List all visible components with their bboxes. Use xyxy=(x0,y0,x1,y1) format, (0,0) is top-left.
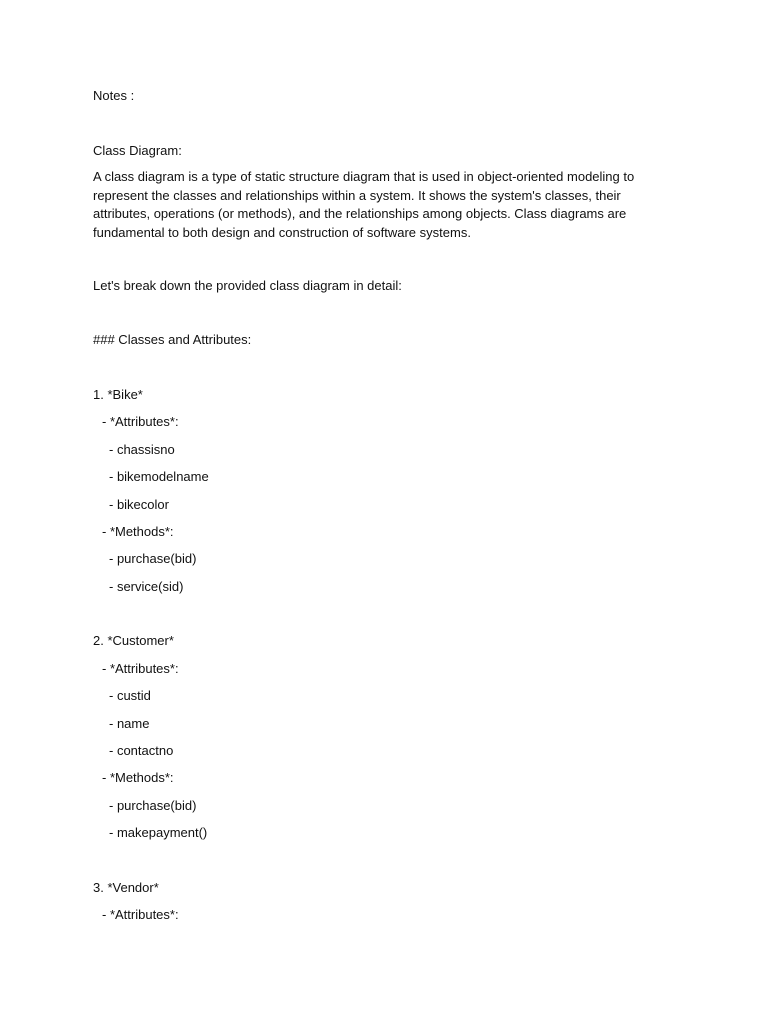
customer-attributes-label: - *Attributes*: xyxy=(102,661,179,676)
intro-paragraph: A class diagram is a type of static structure diagram that is used in object-oriented modeling to represent the classes and relationships within a system. It shows the system's classes, their attributes, operations (or methods), and the relationships among objects. Class diagrams are fundamental to both design and construction of software systems. xyxy=(93,169,635,240)
notes-heading: Notes : xyxy=(93,88,135,103)
bike-method-item: - purchase(bid) xyxy=(109,551,197,566)
customer-attribute-item: - contactno xyxy=(109,743,174,758)
bike-attribute-item: - bikecolor xyxy=(109,497,169,512)
customer-attribute-item: - name xyxy=(109,716,150,731)
bike-attribute-item: - chassisno xyxy=(109,442,175,457)
class-diagram-heading: Class Diagram: xyxy=(93,143,182,158)
breakdown-line: Let's break down the provided class diagram in detail: xyxy=(93,278,402,293)
customer-attribute-item: - custid xyxy=(109,688,151,703)
customer-methods-label: - *Methods*: xyxy=(102,770,174,785)
class-title-bike: 1. *Bike* xyxy=(93,387,143,402)
bike-attributes-label: - *Attributes*: xyxy=(102,414,179,429)
section-heading: ### Classes and Attributes: xyxy=(93,332,252,347)
class-title-customer: 2. *Customer* xyxy=(93,633,174,648)
bike-methods-label: - *Methods*: xyxy=(102,524,174,539)
bike-method-item: - service(sid) xyxy=(109,579,184,594)
vendor-attributes-label: - *Attributes*: xyxy=(102,907,179,922)
bike-attribute-item: - bikemodelname xyxy=(109,469,209,484)
customer-method-item: - makepayment() xyxy=(109,825,208,840)
customer-method-item: - purchase(bid) xyxy=(109,798,197,813)
class-title-vendor: 3. *Vendor* xyxy=(93,880,159,895)
